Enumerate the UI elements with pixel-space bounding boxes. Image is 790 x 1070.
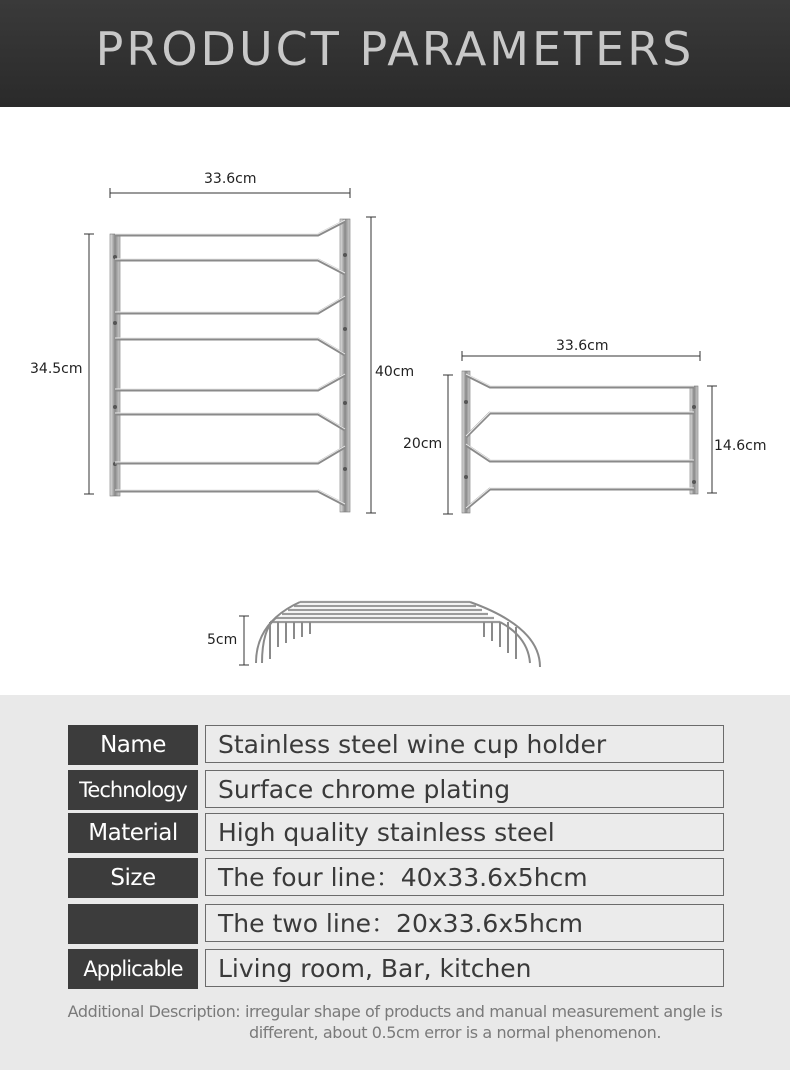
param-row-applicable — [68, 949, 726, 989]
param-label: Technology — [68, 770, 198, 810]
param-label: Material — [68, 813, 198, 853]
additional-description-line2: different, about 0.5cm error is a normal phenomenon. — [248, 1023, 662, 1042]
four-line-outer-height-label: 40cm — [375, 364, 415, 380]
param-value: The four line：40x33.6x5hcm — [205, 858, 724, 896]
additional-description-line1: Additional Description: irregular shape of products and manual measurement angle is — [67, 1002, 723, 1021]
two-line-width-label: 33.6cm — [556, 338, 609, 354]
param-label: Applicable — [68, 949, 198, 989]
param-value: High quality stainless steel — [205, 813, 724, 851]
param-value: Surface chrome plating — [205, 770, 724, 808]
side-view-rack — [239, 602, 540, 667]
four-line-rack — [84, 188, 376, 513]
product-diagrams — [0, 107, 790, 695]
header-banner — [0, 0, 790, 107]
param-value: Living room, Bar, kitchen — [205, 949, 724, 987]
two-line-rack — [443, 351, 717, 514]
param-value: Stainless steel wine cup holder — [205, 725, 724, 763]
param-label — [68, 904, 198, 944]
depth-label: 5cm — [207, 632, 238, 648]
param-label: Size — [68, 858, 198, 898]
parameters-panel — [0, 695, 790, 1070]
four-line-inner-height-label: 34.5cm — [30, 361, 83, 377]
two-line-outer-height-label: 20cm — [403, 436, 443, 452]
two-line-inner-height-label: 14.6cm — [714, 438, 767, 454]
param-row-material — [68, 813, 726, 853]
param-row-size-two — [68, 904, 726, 944]
param-label: Name — [68, 725, 198, 765]
param-row-technology — [68, 770, 726, 810]
four-line-width-label: 33.6cm — [204, 171, 257, 187]
page-title: PRODUCT PARAMETERS — [95, 22, 695, 76]
param-row-size — [68, 858, 726, 898]
param-value: The two line：20x33.6x5hcm — [205, 904, 724, 942]
param-row-name — [68, 725, 726, 765]
rack-drawings — [0, 107, 790, 695]
